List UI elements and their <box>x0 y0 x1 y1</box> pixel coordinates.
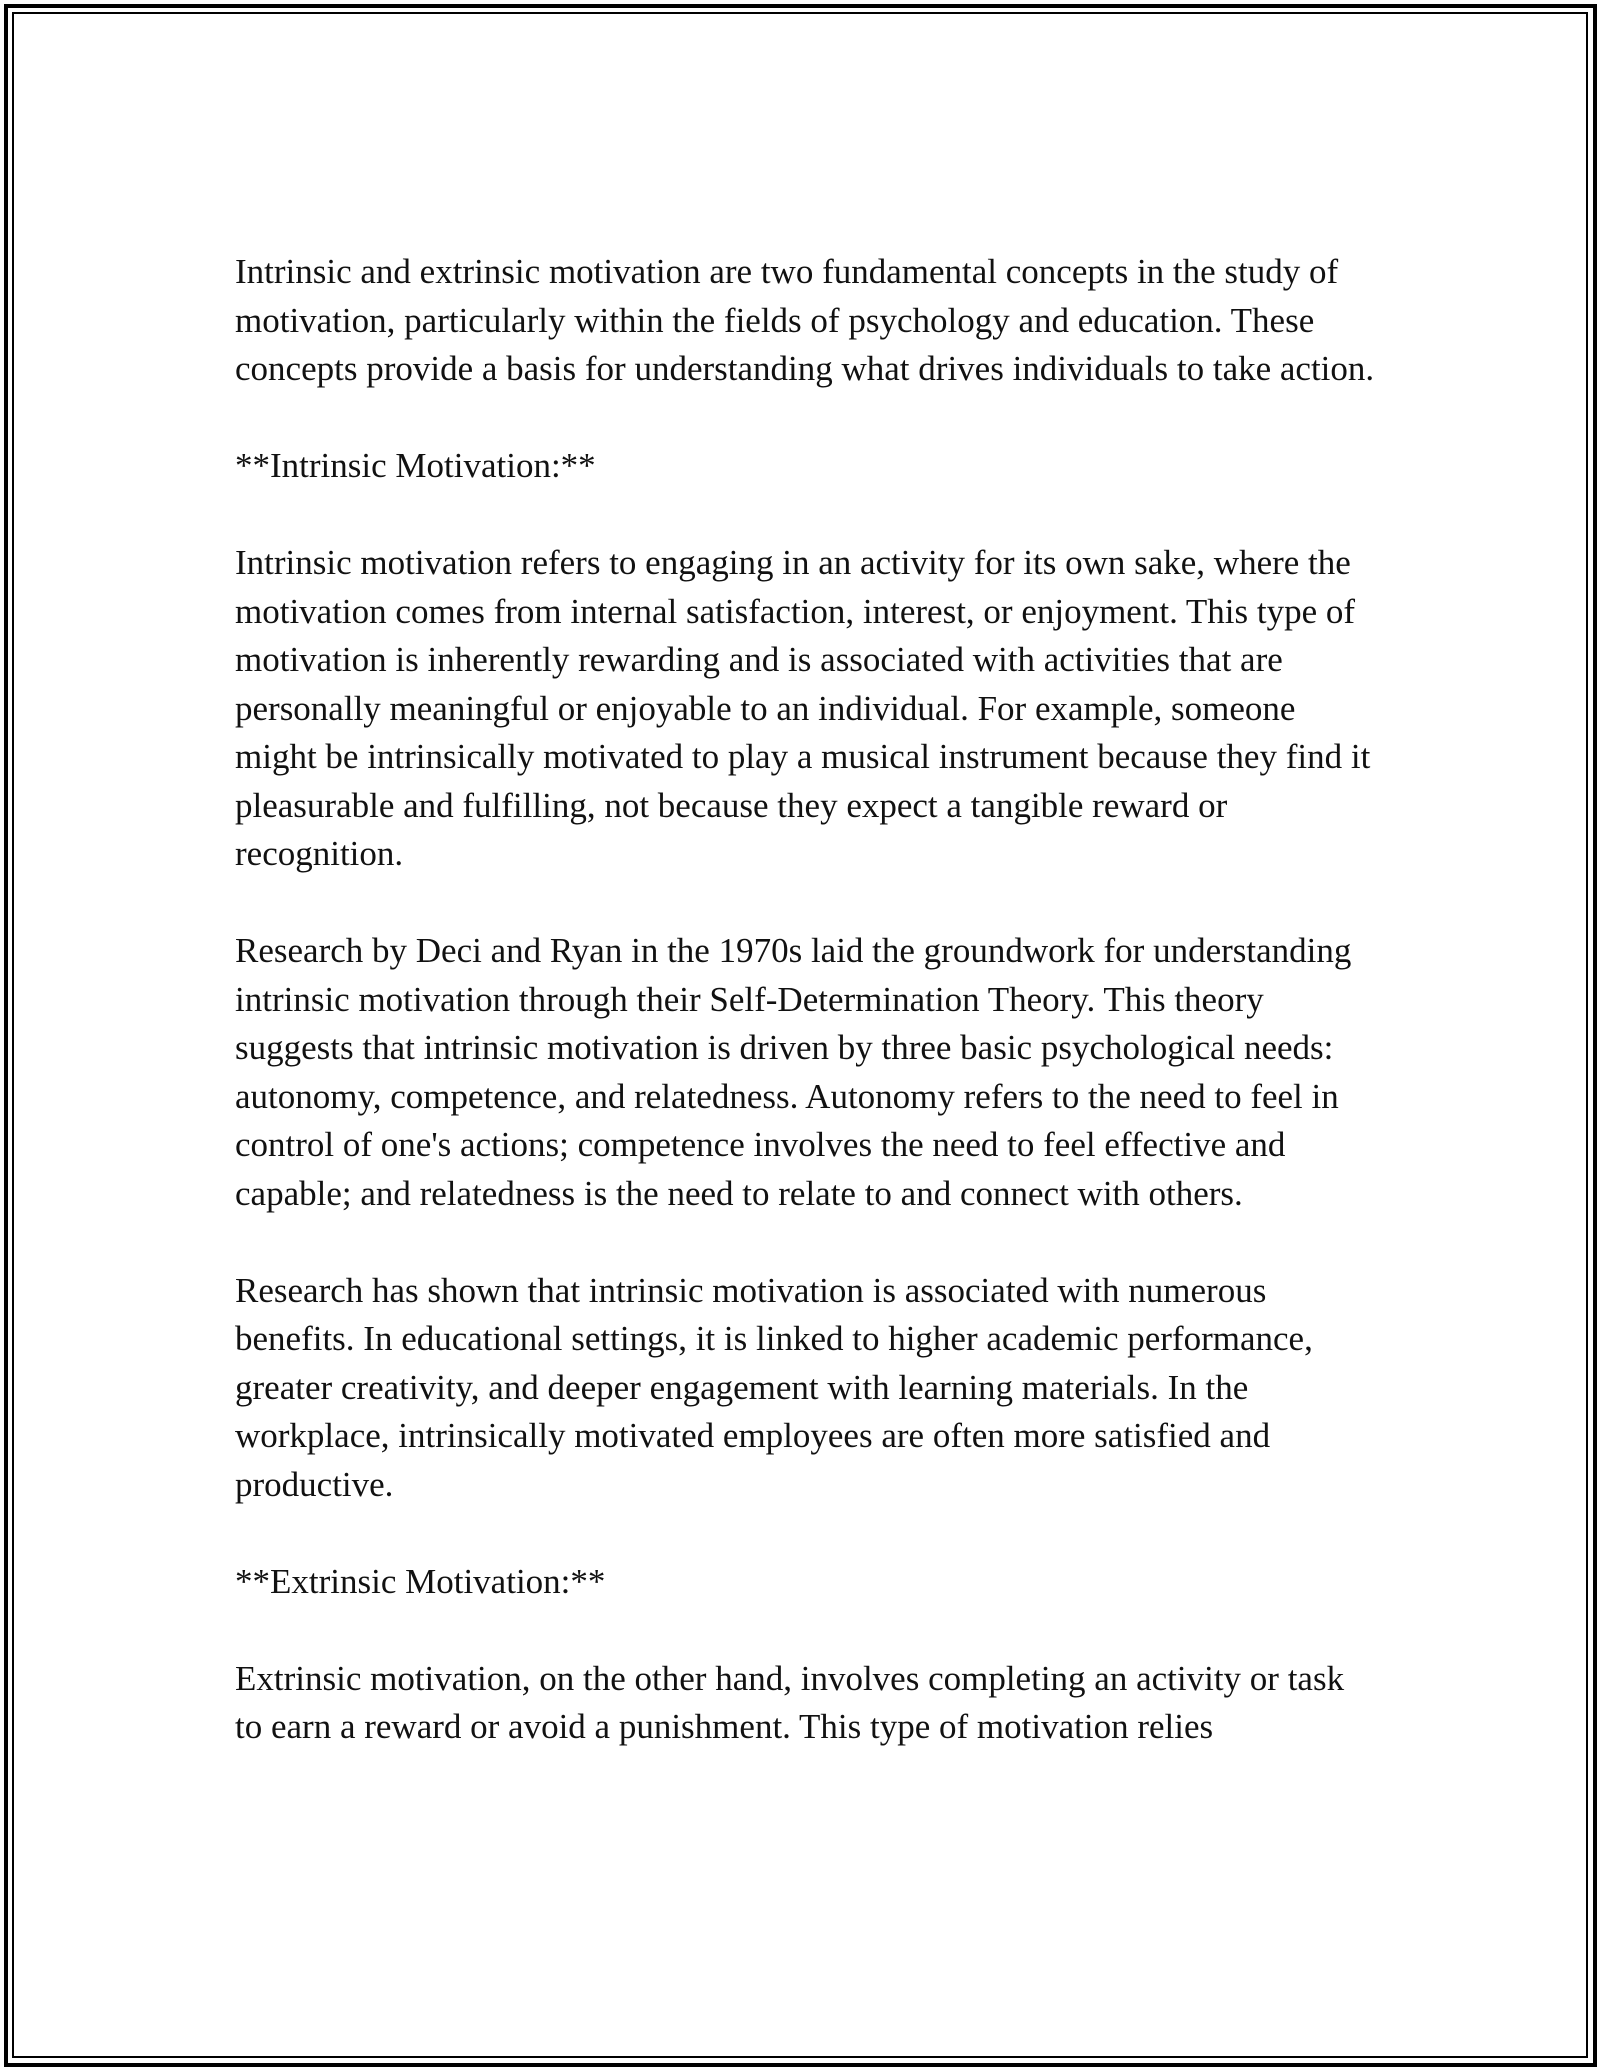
intro-paragraph: Intrinsic and extrinsic motivation are two fundamental concepts in the study of motivation, particularly within the fields of psychology and education. These concepts provide a basis for understanding what drives individuals to take action. <box>235 252 1375 388</box>
extrinsic-definition-paragraph: Extrinsic motivation, on the other hand, involves completing an activity or task to earn a reward or avoid a punishment. This type of motivation relies <box>235 1658 1345 1746</box>
extrinsic-heading: **Extrinsic Motivation:** <box>235 1561 606 1601</box>
deci-ryan-paragraph: Research by Deci and Ryan in the 1970s laid the groundwork for understanding intrinsic motivation through their Self-Determination Theory. This theory suggests that intrinsic motivation is driven by three basic psychological needs: autonomy, competence, and relatedness. Autonomy refers to the need to feel in control of one's actions; competence involves the need to feel effective and capable; and relatedness is the need to relate to and connect with others. <box>235 931 1352 1213</box>
document-body <box>235 248 1375 1752</box>
intrinsic-benefits-paragraph: Research has shown that intrinsic motivation is associated with numerous benefits. In educational settings, it is linked to higher academic performance, greater creativity, and deeper engagement with learning materials. In the workplace, intrinsically motivated employees are often more satisfied and productive. <box>235 1270 1313 1504</box>
intrinsic-heading: **Intrinsic Motivation:** <box>235 446 596 485</box>
intrinsic-definition-paragraph: Intrinsic motivation refers to engaging in an activity for its own sake, where the motivation comes from internal satisfaction, interest, or enjoyment. This type of motivation is inherently rewarding and is associated with activities that are personally meaningful or enjoyable to an individual. For example, someone might be intrinsically motivated to play a musical instrument because they find it pleasurable and fulfilling, not because they expect a tangible reward or recognition. <box>235 543 1371 873</box>
